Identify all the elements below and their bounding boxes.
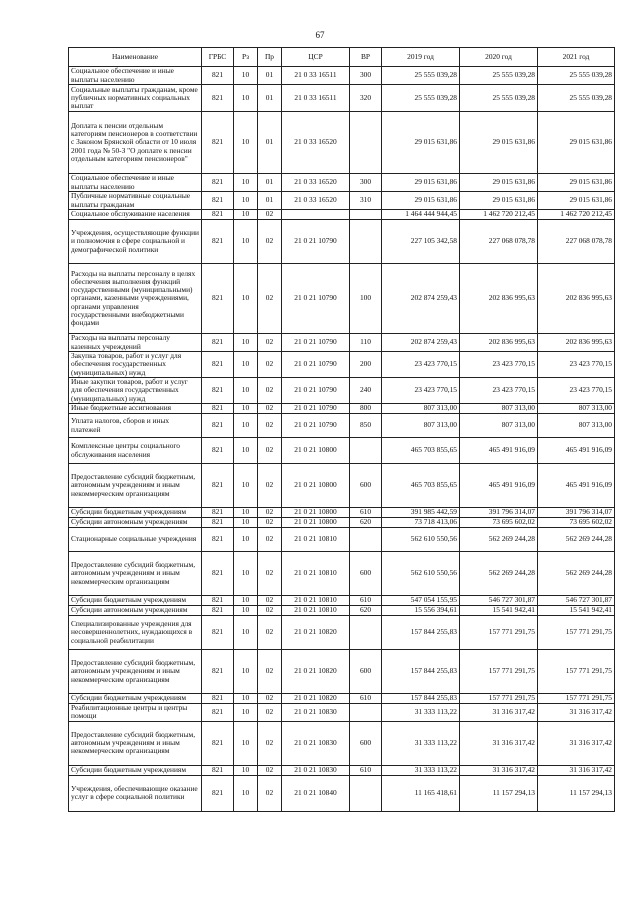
header-vr: ВР: [350, 48, 382, 67]
cell-2020: 25 555 039,28: [460, 67, 538, 85]
cell-grbs: 821: [202, 596, 234, 606]
cell-name: Субсидии бюджетным учреждениям: [69, 694, 202, 704]
cell-vr: 200: [350, 352, 382, 378]
table-row: [69, 694, 615, 704]
header-name: Наименование: [69, 48, 202, 67]
cell-csr: 21 0 21 10810: [282, 606, 350, 616]
cell-rz: 10: [234, 528, 258, 552]
cell-2021: 15 541 942,41: [538, 606, 615, 616]
cell-2019: 29 015 631,86: [382, 174, 460, 192]
cell-grbs: 821: [202, 378, 234, 404]
cell-pr: 02: [258, 264, 282, 334]
cell-2021: 202 836 995,63: [538, 264, 615, 334]
cell-2021: 31 316 317,42: [538, 721, 615, 765]
budget-table: [68, 47, 615, 812]
cell-pr: 01: [258, 67, 282, 85]
cell-2019: 11 165 418,61: [382, 775, 460, 811]
table-row: [69, 220, 615, 264]
cell-rz: 10: [234, 334, 258, 352]
cell-grbs: 821: [202, 438, 234, 464]
cell-grbs: 821: [202, 528, 234, 552]
cell-2021: 157 771 291,75: [538, 616, 615, 650]
cell-2020: 23 423 770,15: [460, 378, 538, 404]
cell-rz: 10: [234, 552, 258, 596]
header-pr: Пр: [258, 48, 282, 67]
cell-2020: 562 269 244,28: [460, 528, 538, 552]
cell-pr: 02: [258, 438, 282, 464]
cell-2019: 465 703 855,65: [382, 438, 460, 464]
cell-vr: 300: [350, 67, 382, 85]
cell-2021: 465 491 916,09: [538, 438, 615, 464]
table-row: [69, 765, 615, 775]
cell-vr: 240: [350, 378, 382, 404]
cell-csr: 21 0 21 10800: [282, 464, 350, 508]
cell-csr: 21 0 33 16520: [282, 174, 350, 192]
cell-2020: 202 836 995,63: [460, 264, 538, 334]
cell-csr: 21 0 21 10820: [282, 694, 350, 704]
table-row: [69, 192, 615, 210]
cell-pr: 02: [258, 404, 282, 414]
cell-vr: 100: [350, 264, 382, 334]
cell-csr: 21 0 21 10810: [282, 528, 350, 552]
cell-2020: 29 015 631,86: [460, 192, 538, 210]
cell-2020: 807 313,00: [460, 414, 538, 438]
cell-pr: 02: [258, 508, 282, 518]
cell-grbs: 821: [202, 464, 234, 508]
cell-csr: 21 0 33 16520: [282, 112, 350, 174]
cell-pr: 01: [258, 192, 282, 210]
cell-name: Расходы на выплаты персоналу в целях обеспечения выполнения функций государственными (муниципальными) органами, казенными учреждениями, органами управления государственными внебюджетными фондами: [69, 264, 202, 334]
cell-pr: 02: [258, 464, 282, 508]
cell-vr: [350, 616, 382, 650]
cell-name: Учреждения, обеспечивающие оказание услуг в сфере социальной политики: [69, 775, 202, 811]
cell-vr: [350, 112, 382, 174]
cell-2020: 1 462 720 212,45: [460, 210, 538, 220]
cell-vr: 110: [350, 334, 382, 352]
cell-2019: 547 054 155,95: [382, 596, 460, 606]
table-row: [69, 606, 615, 616]
table-row: [69, 721, 615, 765]
cell-grbs: 821: [202, 508, 234, 518]
cell-rz: 10: [234, 210, 258, 220]
cell-pr: 02: [258, 518, 282, 528]
cell-csr: 21 0 21 10830: [282, 765, 350, 775]
table-row: [69, 67, 615, 85]
cell-grbs: 821: [202, 694, 234, 704]
cell-rz: 10: [234, 596, 258, 606]
cell-pr: 01: [258, 174, 282, 192]
cell-grbs: 821: [202, 552, 234, 596]
page-number: 67: [315, 30, 325, 40]
cell-name: Расходы на выплаты персоналу казенных учреждений: [69, 334, 202, 352]
cell-vr: 610: [350, 694, 382, 704]
cell-csr: 21 0 21 10830: [282, 721, 350, 765]
table-row: [69, 438, 615, 464]
cell-2021: 465 491 916,09: [538, 464, 615, 508]
cell-2020: 11 157 294,13: [460, 775, 538, 811]
cell-2019: 1 464 444 944,45: [382, 210, 460, 220]
cell-pr: 02: [258, 704, 282, 722]
cell-pr: 02: [258, 775, 282, 811]
cell-grbs: 821: [202, 210, 234, 220]
cell-name: Социальное обеспечение и иные выплаты населению: [69, 174, 202, 192]
cell-pr: 02: [258, 210, 282, 220]
cell-csr: [282, 210, 350, 220]
cell-csr: 21 0 21 10790: [282, 378, 350, 404]
cell-grbs: 821: [202, 704, 234, 722]
table-row: [69, 352, 615, 378]
cell-rz: 10: [234, 765, 258, 775]
cell-grbs: 821: [202, 765, 234, 775]
cell-2019: 202 874 259,43: [382, 264, 460, 334]
cell-pr: 02: [258, 352, 282, 378]
cell-vr: 600: [350, 721, 382, 765]
table-row: [69, 264, 615, 334]
cell-2020: 73 695 602,02: [460, 518, 538, 528]
cell-csr: 21 0 33 16520: [282, 192, 350, 210]
cell-csr: 21 0 21 10790: [282, 404, 350, 414]
cell-pr: 01: [258, 85, 282, 112]
cell-2020: 23 423 770,15: [460, 352, 538, 378]
cell-2019: 807 313,00: [382, 404, 460, 414]
table-row: [69, 775, 615, 811]
cell-grbs: 821: [202, 334, 234, 352]
cell-2021: 31 316 317,42: [538, 765, 615, 775]
cell-2019: 25 555 039,28: [382, 85, 460, 112]
cell-2019: 31 333 113,22: [382, 704, 460, 722]
cell-2020: 465 491 916,09: [460, 464, 538, 508]
table-header-row: [69, 48, 615, 67]
cell-2019: 157 844 255,83: [382, 650, 460, 694]
cell-csr: 21 0 21 10790: [282, 220, 350, 264]
cell-grbs: 821: [202, 174, 234, 192]
cell-2019: 157 844 255,83: [382, 616, 460, 650]
cell-grbs: 821: [202, 650, 234, 694]
cell-name: Учреждения, осуществляющие функции и полномочия в сфере социальной и демографической политики: [69, 220, 202, 264]
cell-2019: 29 015 631,86: [382, 112, 460, 174]
cell-rz: 10: [234, 650, 258, 694]
cell-vr: 850: [350, 414, 382, 438]
cell-grbs: 821: [202, 352, 234, 378]
cell-2019: 807 313,00: [382, 414, 460, 438]
cell-pr: 02: [258, 334, 282, 352]
cell-2020: 31 316 317,42: [460, 704, 538, 722]
cell-name: Комплексные центры социального обслуживания населения: [69, 438, 202, 464]
table-row: [69, 464, 615, 508]
cell-2020: 562 269 244,28: [460, 552, 538, 596]
cell-2019: 157 844 255,83: [382, 694, 460, 704]
cell-2020: 29 015 631,86: [460, 112, 538, 174]
cell-2019: 29 015 631,86: [382, 192, 460, 210]
cell-rz: 10: [234, 174, 258, 192]
cell-2019: 202 874 259,43: [382, 334, 460, 352]
cell-2021: 31 316 317,42: [538, 704, 615, 722]
cell-rz: 10: [234, 694, 258, 704]
cell-2019: 73 718 413,06: [382, 518, 460, 528]
cell-pr: 02: [258, 765, 282, 775]
table-row: [69, 85, 615, 112]
header-csr: ЦСР: [282, 48, 350, 67]
table-row: [69, 518, 615, 528]
cell-2021: 73 695 602,02: [538, 518, 615, 528]
cell-csr: 21 0 21 10790: [282, 352, 350, 378]
cell-pr: 02: [258, 616, 282, 650]
cell-2020: 29 015 631,86: [460, 174, 538, 192]
cell-2021: 23 423 770,15: [538, 352, 615, 378]
cell-name: Предоставление субсидий бюджетным, автономным учреждениям и иным некоммерческим организациям: [69, 464, 202, 508]
cell-csr: 21 0 33 16511: [282, 85, 350, 112]
table-row: [69, 378, 615, 404]
cell-name: Субсидии автономным учреждениям: [69, 606, 202, 616]
table-row: [69, 414, 615, 438]
cell-grbs: 821: [202, 518, 234, 528]
cell-rz: 10: [234, 264, 258, 334]
cell-name: Реабилитационные центры и центры помощи: [69, 704, 202, 722]
cell-name: Публичные нормативные социальные выплаты гражданам: [69, 192, 202, 210]
cell-vr: 310: [350, 192, 382, 210]
cell-2020: 546 727 301,87: [460, 596, 538, 606]
cell-pr: 02: [258, 694, 282, 704]
cell-2021: 391 796 314,07: [538, 508, 615, 518]
cell-grbs: 821: [202, 192, 234, 210]
cell-vr: [350, 775, 382, 811]
cell-csr: 21 0 21 10790: [282, 264, 350, 334]
cell-2020: 31 316 317,42: [460, 721, 538, 765]
cell-pr: 02: [258, 606, 282, 616]
cell-2021: 562 269 244,28: [538, 552, 615, 596]
cell-name: Закупка товаров, работ и услуг для обеспечения государственных (муниципальных) нужд: [69, 352, 202, 378]
cell-name: Иные бюджетные ассигнования: [69, 404, 202, 414]
cell-csr: 21 0 21 10790: [282, 414, 350, 438]
cell-2020: 807 313,00: [460, 404, 538, 414]
table-row: [69, 616, 615, 650]
cell-grbs: 821: [202, 220, 234, 264]
cell-rz: 10: [234, 518, 258, 528]
cell-pr: 02: [258, 721, 282, 765]
cell-csr: 21 0 21 10830: [282, 704, 350, 722]
cell-2019: 23 423 770,15: [382, 378, 460, 404]
cell-2020: 15 541 942,41: [460, 606, 538, 616]
cell-rz: 10: [234, 192, 258, 210]
cell-2019: 15 556 394,61: [382, 606, 460, 616]
cell-pr: 02: [258, 220, 282, 264]
cell-grbs: 821: [202, 414, 234, 438]
cell-csr: 21 0 21 10810: [282, 596, 350, 606]
cell-2019: 562 610 550,56: [382, 552, 460, 596]
table-row: [69, 404, 615, 414]
cell-name: Стационарные социальные учреждения: [69, 528, 202, 552]
cell-name: Иные закупки товаров, работ и услуг для обеспечения государственных (муниципальных) нужд: [69, 378, 202, 404]
table-body: [69, 67, 615, 812]
cell-2021: 157 771 291,75: [538, 650, 615, 694]
cell-2019: 31 333 113,22: [382, 765, 460, 775]
cell-rz: 10: [234, 112, 258, 174]
cell-grbs: 821: [202, 606, 234, 616]
cell-2019: 465 703 855,65: [382, 464, 460, 508]
cell-rz: 10: [234, 378, 258, 404]
cell-2020: 157 771 291,75: [460, 616, 538, 650]
table-row: [69, 174, 615, 192]
cell-2019: 31 333 113,22: [382, 721, 460, 765]
table-row: [69, 508, 615, 518]
cell-rz: 10: [234, 775, 258, 811]
cell-vr: 600: [350, 552, 382, 596]
cell-vr: [350, 704, 382, 722]
cell-csr: 21 0 21 10820: [282, 616, 350, 650]
cell-vr: 610: [350, 765, 382, 775]
cell-rz: 10: [234, 616, 258, 650]
cell-2020: 31 316 317,42: [460, 765, 538, 775]
cell-2021: 29 015 631,86: [538, 112, 615, 174]
cell-pr: 02: [258, 552, 282, 596]
cell-pr: 02: [258, 650, 282, 694]
cell-2021: 157 771 291,75: [538, 694, 615, 704]
cell-csr: 21 0 21 10800: [282, 438, 350, 464]
table-row: [69, 552, 615, 596]
cell-2021: 29 015 631,86: [538, 192, 615, 210]
cell-name: Предоставление субсидий бюджетным, автономным учреждениям и иным некоммерческим организациям: [69, 650, 202, 694]
table-row: [69, 210, 615, 220]
cell-2019: 23 423 770,15: [382, 352, 460, 378]
cell-pr: 02: [258, 528, 282, 552]
cell-2021: 25 555 039,28: [538, 85, 615, 112]
header-grbs: ГРБС: [202, 48, 234, 67]
cell-name: Предоставление субсидий бюджетным, автономным учреждениям и иным некоммерческим организациям: [69, 721, 202, 765]
cell-vr: 320: [350, 85, 382, 112]
cell-vr: 610: [350, 596, 382, 606]
header-rz: Рз: [234, 48, 258, 67]
cell-2021: 562 269 244,28: [538, 528, 615, 552]
cell-csr: 21 0 21 10800: [282, 518, 350, 528]
cell-vr: 610: [350, 508, 382, 518]
cell-vr: [350, 210, 382, 220]
cell-name: Социальное обеспечение и иные выплаты населению: [69, 67, 202, 85]
cell-csr: 21 0 33 16511: [282, 67, 350, 85]
cell-2021: 807 313,00: [538, 414, 615, 438]
cell-vr: [350, 438, 382, 464]
cell-pr: 02: [258, 378, 282, 404]
cell-rz: 10: [234, 508, 258, 518]
cell-grbs: 821: [202, 721, 234, 765]
cell-pr: 02: [258, 414, 282, 438]
cell-rz: 10: [234, 352, 258, 378]
cell-2021: 1 462 720 212,45: [538, 210, 615, 220]
cell-2021: 202 836 995,63: [538, 334, 615, 352]
cell-rz: 10: [234, 464, 258, 508]
cell-rz: 10: [234, 404, 258, 414]
table-row: [69, 528, 615, 552]
cell-2020: 391 796 314,07: [460, 508, 538, 518]
cell-csr: 21 0 21 10840: [282, 775, 350, 811]
cell-2019: 25 555 039,28: [382, 67, 460, 85]
cell-rz: 10: [234, 414, 258, 438]
cell-2019: 562 610 550,56: [382, 528, 460, 552]
cell-2021: 227 068 078,78: [538, 220, 615, 264]
cell-grbs: 821: [202, 775, 234, 811]
cell-name: Специализированные учреждения для несовершеннолетних, нуждающихся в социальной реабилитации: [69, 616, 202, 650]
cell-rz: 10: [234, 704, 258, 722]
cell-vr: [350, 220, 382, 264]
cell-2021: 546 727 301,87: [538, 596, 615, 606]
cell-vr: [350, 528, 382, 552]
cell-vr: 800: [350, 404, 382, 414]
cell-rz: 10: [234, 220, 258, 264]
cell-name: Субсидии бюджетным учреждениям: [69, 596, 202, 606]
cell-vr: 600: [350, 650, 382, 694]
cell-2021: 29 015 631,86: [538, 174, 615, 192]
cell-2020: 202 836 995,63: [460, 334, 538, 352]
cell-name: Субсидии бюджетным учреждениям: [69, 508, 202, 518]
cell-vr: 600: [350, 464, 382, 508]
cell-grbs: 821: [202, 112, 234, 174]
table-row: [69, 596, 615, 606]
cell-pr: 01: [258, 112, 282, 174]
cell-grbs: 821: [202, 616, 234, 650]
cell-rz: 10: [234, 438, 258, 464]
cell-2019: 227 105 342,58: [382, 220, 460, 264]
cell-grbs: 821: [202, 85, 234, 112]
cell-grbs: 821: [202, 404, 234, 414]
cell-vr: 300: [350, 174, 382, 192]
cell-2021: 25 555 039,28: [538, 67, 615, 85]
cell-2021: 23 423 770,15: [538, 378, 615, 404]
cell-2021: 807 313,00: [538, 404, 615, 414]
cell-grbs: 821: [202, 67, 234, 85]
cell-csr: 21 0 21 10810: [282, 552, 350, 596]
cell-name: Субсидии автономным учреждениям: [69, 518, 202, 528]
cell-csr: 21 0 21 10790: [282, 334, 350, 352]
cell-name: Социальное обслуживание населения: [69, 210, 202, 220]
table-row: [69, 650, 615, 694]
cell-name: Субсидии бюджетным учреждениям: [69, 765, 202, 775]
cell-2019: 391 985 442,59: [382, 508, 460, 518]
cell-rz: 10: [234, 67, 258, 85]
cell-2020: 465 491 916,09: [460, 438, 538, 464]
table-row: [69, 704, 615, 722]
cell-2020: 157 771 291,75: [460, 650, 538, 694]
header-2021: 2021 год: [538, 48, 615, 67]
cell-rz: 10: [234, 721, 258, 765]
cell-vr: 620: [350, 606, 382, 616]
cell-name: Социальные выплаты гражданам, кроме публичных нормативных социальных выплат: [69, 85, 202, 112]
cell-2020: 157 771 291,75: [460, 694, 538, 704]
cell-csr: 21 0 21 10800: [282, 508, 350, 518]
cell-rz: 10: [234, 85, 258, 112]
cell-2020: 25 555 039,28: [460, 85, 538, 112]
cell-csr: 21 0 21 10820: [282, 650, 350, 694]
cell-2021: 11 157 294,13: [538, 775, 615, 811]
header-2020: 2020 год: [460, 48, 538, 67]
table-row: [69, 334, 615, 352]
cell-grbs: 821: [202, 264, 234, 334]
table-row: [69, 112, 615, 174]
header-2019: 2019 год: [382, 48, 460, 67]
cell-name: Уплата налогов, сборов и иных платежей: [69, 414, 202, 438]
cell-name: Доплата к пенсии отдельным категориям пенсионеров в соответствии с Законом Брянской области от 10 июля 2001 года № 50-З "О доплате к пенсии отдельным категориям пенсионеров": [69, 112, 202, 174]
cell-rz: 10: [234, 606, 258, 616]
cell-name: Предоставление субсидий бюджетным, автономным учреждениям и иным некоммерческим организациям: [69, 552, 202, 596]
cell-vr: 620: [350, 518, 382, 528]
cell-pr: 02: [258, 596, 282, 606]
cell-2020: 227 068 078,78: [460, 220, 538, 264]
